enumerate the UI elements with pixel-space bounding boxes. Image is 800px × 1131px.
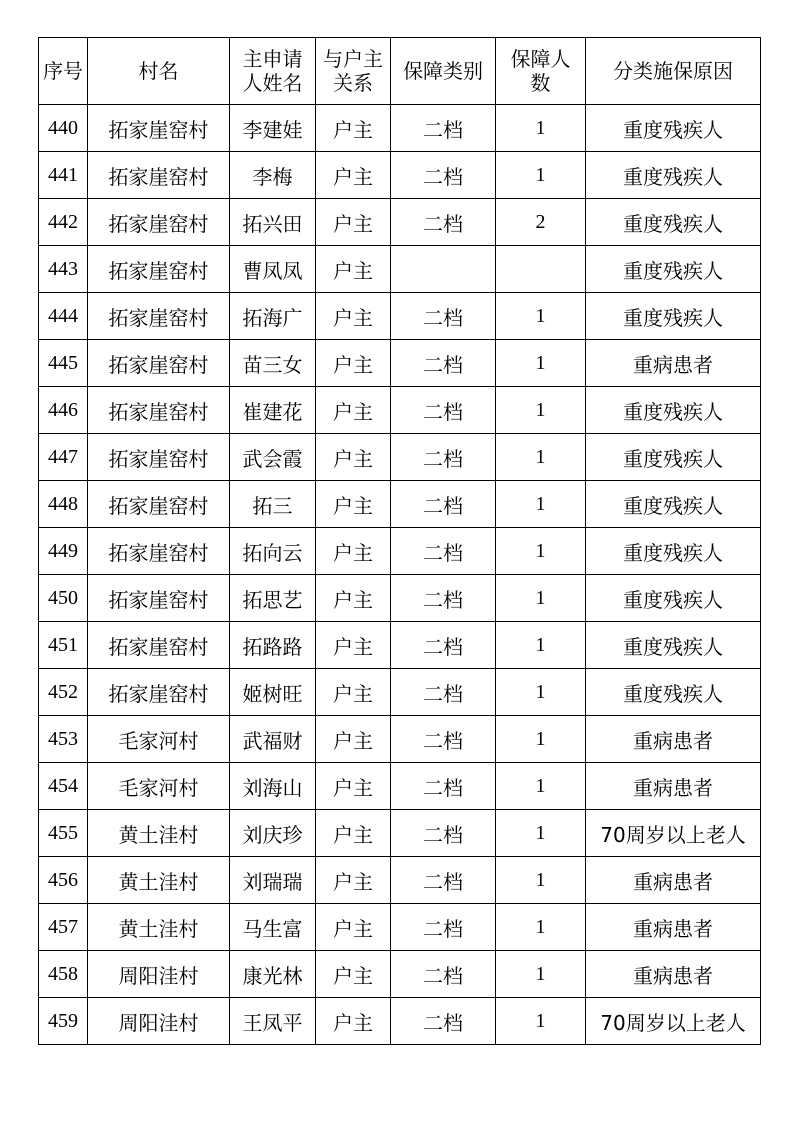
cell-no: 454 [39,763,88,810]
table-row [39,105,761,152]
cell-village: 周阳洼村 [88,998,230,1045]
table-row [39,152,761,199]
header-reason: 分类施保原因 [586,38,761,105]
cell-no: 451 [39,622,88,669]
assistance-roster-table [38,37,761,1045]
cell-category: 二档 [391,857,496,904]
cell-reason: 重度残疾人 [586,434,761,481]
table-row [39,293,761,340]
cell-relation: 户主 [316,951,391,998]
header-relation-line1: 与户主 [323,47,383,71]
cell-relation: 户主 [316,340,391,387]
cell-reason: 重度残疾人 [586,481,761,528]
cell-name: 武福财 [230,716,316,763]
cell-village: 拓家崖窑村 [88,105,230,152]
table-row [39,622,761,669]
cell-count: 1 [496,387,586,434]
cell-count: 1 [496,998,586,1045]
cell-village: 拓家崖窑村 [88,152,230,199]
cell-village: 拓家崖窑村 [88,575,230,622]
cell-relation: 户主 [316,716,391,763]
table-row [39,528,761,575]
cell-no: 455 [39,810,88,857]
cell-village: 拓家崖窑村 [88,246,230,293]
cell-name: 拓三 [230,481,316,528]
cell-count: 1 [496,951,586,998]
cell-no: 452 [39,669,88,716]
cell-category [391,246,496,293]
header-applicant-line1: 主申请 [242,47,303,71]
cell-name: 崔建花 [230,387,316,434]
cell-name: 拓海广 [230,293,316,340]
cell-village: 拓家崖窑村 [88,481,230,528]
cell-count: 1 [496,904,586,951]
cell-no: 453 [39,716,88,763]
cell-reason: 重度残疾人 [586,575,761,622]
cell-village: 毛家河村 [88,716,230,763]
cell-relation: 户主 [316,199,391,246]
cell-no: 458 [39,951,88,998]
cell-count: 1 [496,105,586,152]
table-row [39,857,761,904]
cell-name: 李梅 [230,152,316,199]
cell-reason: 重病患者 [586,904,761,951]
table-row [39,434,761,481]
cell-reason: 70周岁以上老人 [586,998,761,1045]
cell-category: 二档 [391,105,496,152]
cell-no: 445 [39,340,88,387]
cell-name: 武会霞 [230,434,316,481]
cell-category: 二档 [391,152,496,199]
cell-category: 二档 [391,481,496,528]
cell-category: 二档 [391,293,496,340]
cell-relation: 户主 [316,293,391,340]
cell-relation: 户主 [316,481,391,528]
table-row [39,763,761,810]
cell-village: 黄土洼村 [88,810,230,857]
cell-reason: 重度残疾人 [586,528,761,575]
cell-village: 拓家崖窑村 [88,199,230,246]
cell-relation: 户主 [316,575,391,622]
cell-reason: 重病患者 [586,857,761,904]
cell-relation: 户主 [316,528,391,575]
cell-relation: 户主 [316,105,391,152]
cell-category: 二档 [391,904,496,951]
table-row [39,575,761,622]
cell-no: 444 [39,293,88,340]
cell-name: 苗三女 [230,340,316,387]
cell-category: 二档 [391,763,496,810]
cell-village: 拓家崖窑村 [88,434,230,481]
table-body [39,105,761,1045]
cell-category: 二档 [391,716,496,763]
cell-name: 康光林 [230,951,316,998]
cell-reason: 重度残疾人 [586,293,761,340]
table-row [39,998,761,1045]
cell-count: 1 [496,528,586,575]
cell-count: 1 [496,293,586,340]
cell-relation: 户主 [316,246,391,293]
cell-village: 拓家崖窑村 [88,293,230,340]
cell-relation: 户主 [316,434,391,481]
cell-name: 刘海山 [230,763,316,810]
cell-category: 二档 [391,810,496,857]
cell-reason: 重病患者 [586,951,761,998]
cell-village: 拓家崖窑村 [88,387,230,434]
header-relation-line2: 关系 [333,71,373,95]
cell-relation: 户主 [316,387,391,434]
cell-name: 刘瑞瑞 [230,857,316,904]
cell-village: 拓家崖窑村 [88,622,230,669]
cell-no: 442 [39,199,88,246]
cell-no: 456 [39,857,88,904]
cell-no: 459 [39,998,88,1045]
cell-category: 二档 [391,951,496,998]
cell-name: 李建娃 [230,105,316,152]
cell-relation: 户主 [316,763,391,810]
cell-count: 1 [496,857,586,904]
cell-name: 拓思艺 [230,575,316,622]
cell-no: 446 [39,387,88,434]
cell-count: 1 [496,810,586,857]
cell-reason: 重度残疾人 [586,669,761,716]
cell-name: 姬树旺 [230,669,316,716]
cell-reason: 重度残疾人 [586,105,761,152]
cell-count: 1 [496,716,586,763]
cell-village: 拓家崖窑村 [88,340,230,387]
cell-relation: 户主 [316,857,391,904]
cell-no: 457 [39,904,88,951]
cell-category: 二档 [391,199,496,246]
cell-count: 2 [496,199,586,246]
cell-count [496,246,586,293]
table-row [39,481,761,528]
table-row [39,951,761,998]
cell-name: 拓向云 [230,528,316,575]
cell-category: 二档 [391,528,496,575]
header-relation [316,38,391,105]
cell-reason: 重度残疾人 [586,387,761,434]
header-village: 村名 [88,38,230,105]
cell-reason: 重度残疾人 [586,246,761,293]
cell-name: 拓路路 [230,622,316,669]
cell-reason: 重病患者 [586,340,761,387]
cell-reason: 重病患者 [586,716,761,763]
cell-count: 1 [496,152,586,199]
header-count [496,38,586,105]
cell-relation: 户主 [316,669,391,716]
cell-count: 1 [496,622,586,669]
cell-relation: 户主 [316,622,391,669]
cell-relation: 户主 [316,904,391,951]
cell-reason: 重病患者 [586,763,761,810]
header-applicant [230,38,316,105]
cell-village: 毛家河村 [88,763,230,810]
table-row [39,246,761,293]
cell-count: 1 [496,481,586,528]
cell-relation: 户主 [316,810,391,857]
header-no: 序号 [39,38,88,105]
cell-name: 王凤平 [230,998,316,1045]
cell-village: 黄土洼村 [88,904,230,951]
cell-count: 1 [496,763,586,810]
cell-village: 拓家崖窑村 [88,528,230,575]
cell-name: 拓兴田 [230,199,316,246]
cell-no: 448 [39,481,88,528]
table-row [39,669,761,716]
cell-no: 440 [39,105,88,152]
cell-no: 441 [39,152,88,199]
table-row [39,199,761,246]
cell-count: 1 [496,340,586,387]
table-row [39,904,761,951]
cell-category: 二档 [391,669,496,716]
cell-reason: 重度残疾人 [586,152,761,199]
cell-name: 刘庆珍 [230,810,316,857]
table-row [39,810,761,857]
cell-no: 450 [39,575,88,622]
cell-category: 二档 [391,998,496,1045]
cell-relation: 户主 [316,152,391,199]
table-row [39,716,761,763]
cell-name: 曹凤凤 [230,246,316,293]
table-row [39,387,761,434]
header-category: 保障类别 [391,38,496,105]
cell-name: 马生富 [230,904,316,951]
header-count-line1: 保障人 [510,47,571,71]
header-row [39,38,761,105]
cell-no: 443 [39,246,88,293]
cell-reason: 70周岁以上老人 [586,810,761,857]
cell-village: 黄土洼村 [88,857,230,904]
cell-village: 周阳洼村 [88,951,230,998]
cell-no: 449 [39,528,88,575]
cell-count: 1 [496,575,586,622]
cell-reason: 重度残疾人 [586,199,761,246]
cell-reason: 重度残疾人 [586,622,761,669]
cell-relation: 户主 [316,998,391,1045]
cell-village: 拓家崖窑村 [88,669,230,716]
cell-count: 1 [496,669,586,716]
cell-category: 二档 [391,340,496,387]
header-count-line2: 数 [530,71,551,95]
cell-category: 二档 [391,575,496,622]
header-applicant-line2: 人姓名 [242,71,303,95]
cell-category: 二档 [391,622,496,669]
table-row [39,340,761,387]
cell-no: 447 [39,434,88,481]
cell-count: 1 [496,434,586,481]
cell-category: 二档 [391,434,496,481]
cell-category: 二档 [391,387,496,434]
